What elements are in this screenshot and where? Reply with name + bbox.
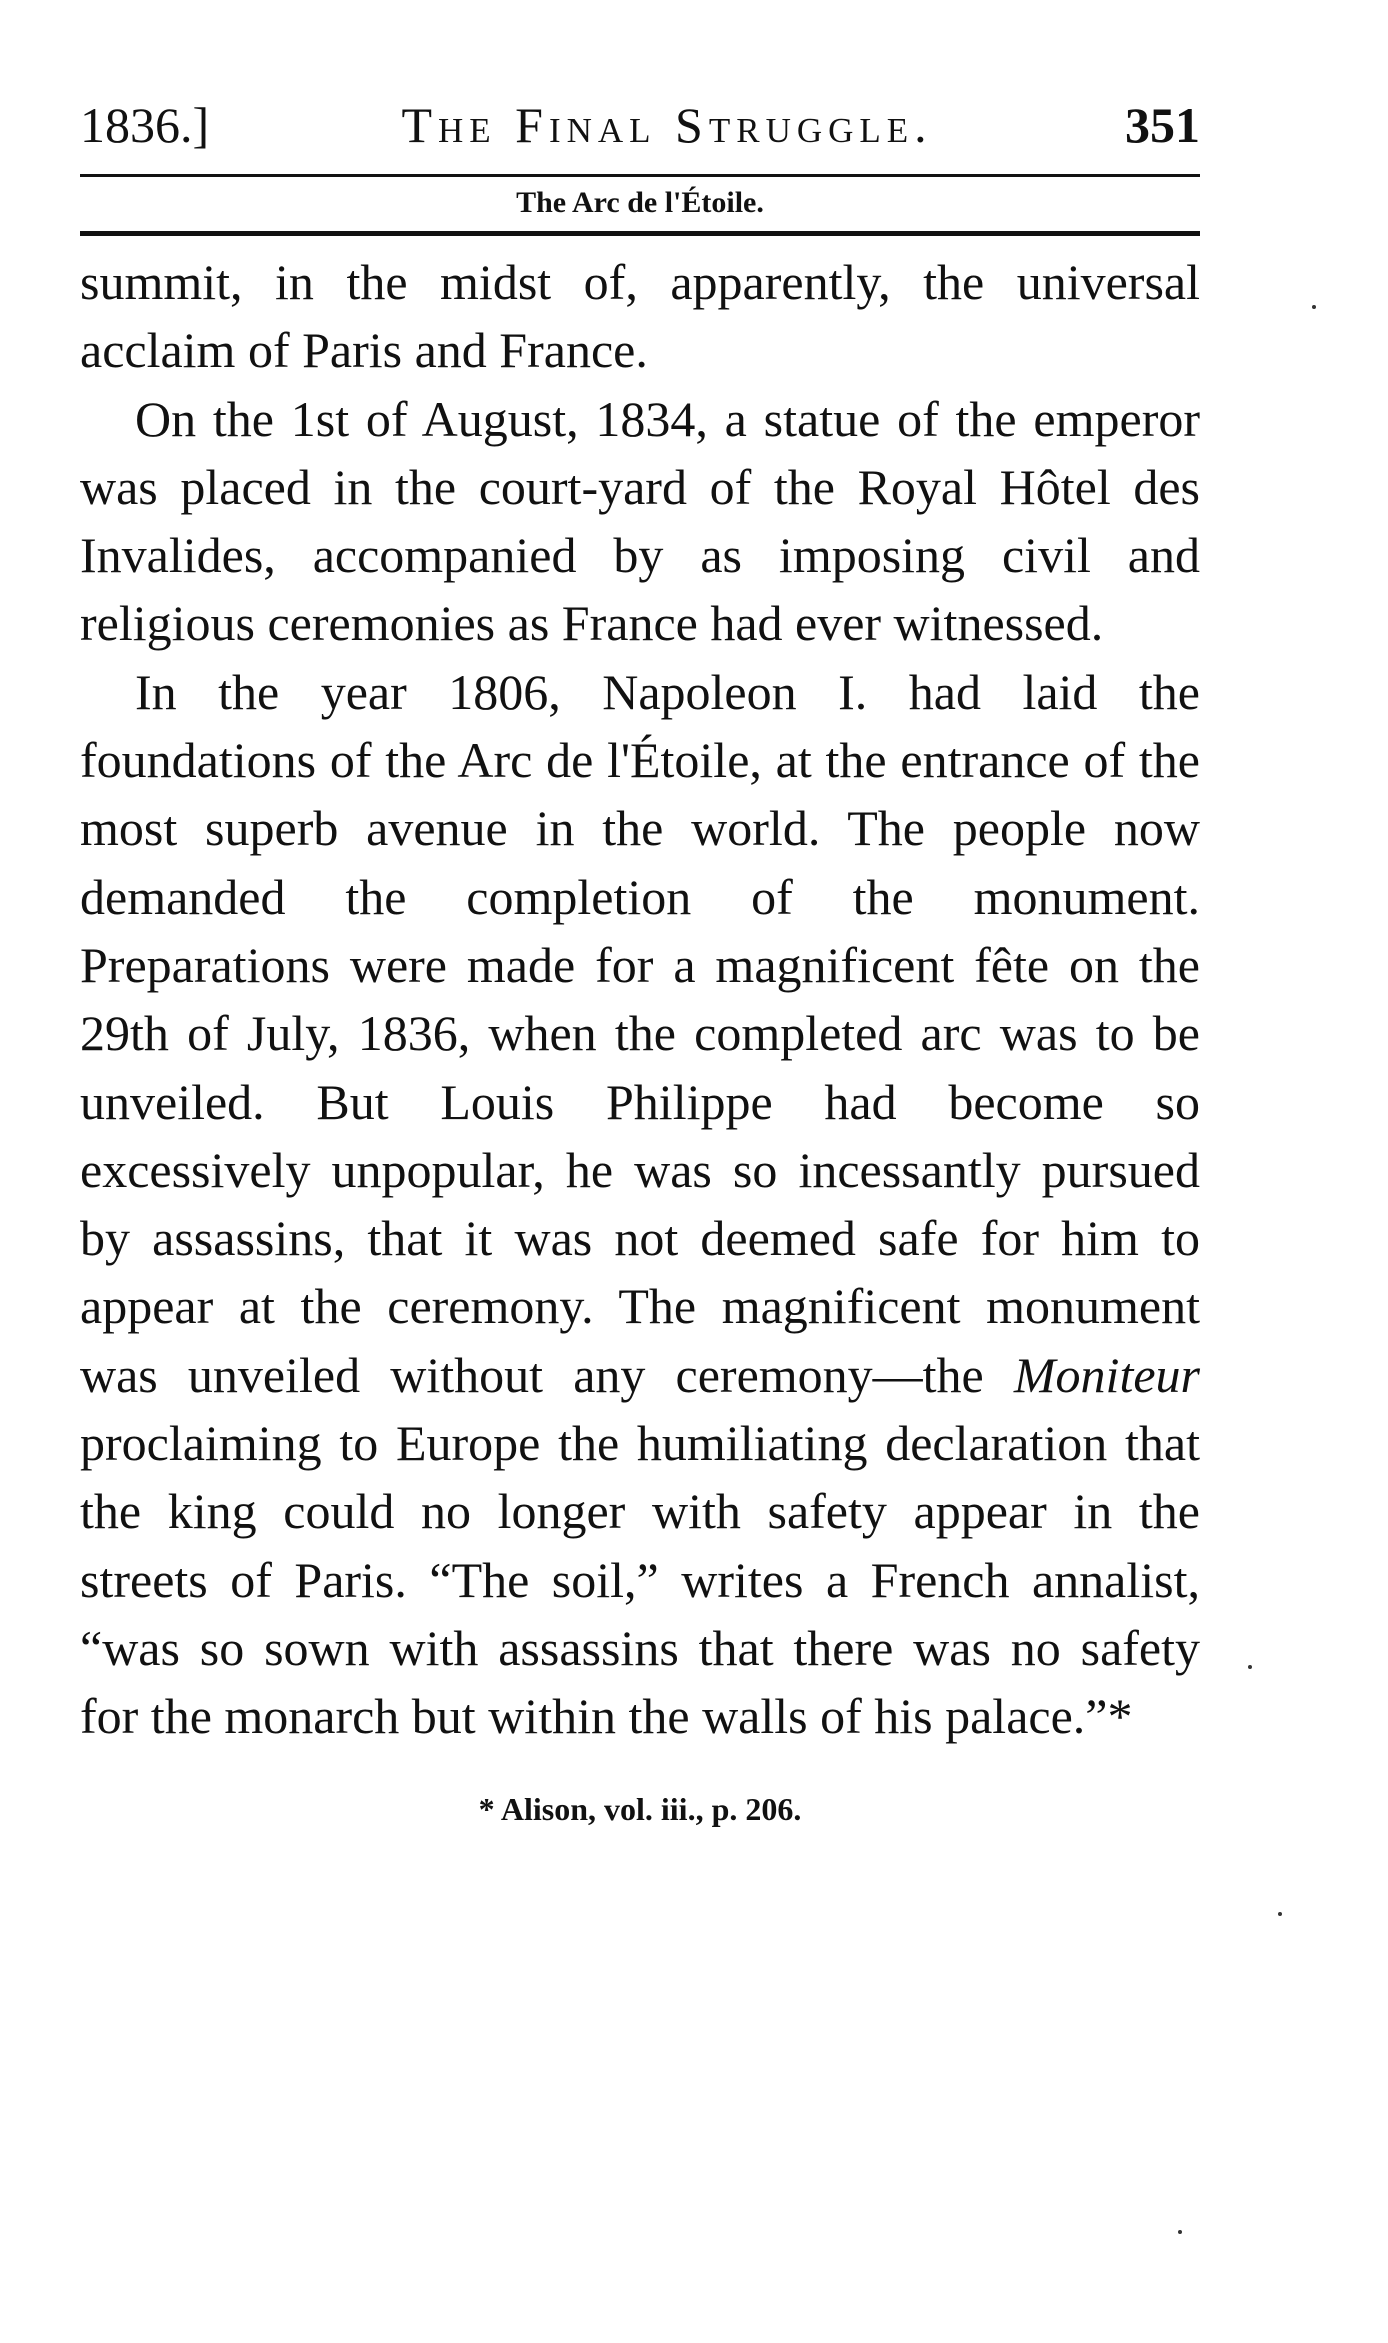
paragraph-2: On the 1st of August, 1834, a statue of the emperor was placed in the court-yard of the Royal Hôtel des Invalides, accompanied by as imposing civil and religious ceremonies as France had ever witnessed.	[80, 390, 1200, 652]
subheading-rule	[80, 231, 1200, 236]
scan-speck	[1278, 1912, 1282, 1916]
scan-speck	[1248, 1665, 1252, 1669]
running-head-title: The Final Struggle.	[401, 97, 933, 153]
book-page	[80, 90, 1200, 1828]
footnote: * Alison, vol. iii., p. 206.	[478, 1790, 802, 1827]
header-rule	[80, 174, 1200, 177]
scan-speck	[1312, 305, 1316, 309]
paragraph-3-part-2: proclaiming to Europe the humiliating declaration that the king could no longer with safety appear in the streets of Paris. “The soil,” writes a French annalist, “was so sown with assassins that there was no safety for the monarch but within the walls of his palace.”*	[80, 1415, 1200, 1745]
paragraph-1: summit, in the midst of, apparently, the universal acclaim of Paris and France.	[80, 254, 1200, 379]
running-head-year: 1836.]	[80, 97, 210, 153]
body-text	[80, 248, 1200, 1751]
scan-speck	[1178, 2230, 1182, 2234]
paragraph-3	[80, 658, 1200, 1751]
page-number: 351	[1125, 97, 1200, 153]
moniteur-italic: Moniteur	[1013, 1346, 1200, 1403]
paragraph-3-part-1: In the year 1806, Napoleon I. had laid the foundations of the Arc de l'Étoile, at the entrance of the most superb avenue in the world. The people now demanded the completion of the monument. Preparations were made for a magnificent fête on the 29th of July, 1836, when the completed arc was to be unveiled. But Louis Philippe had become so excessively unpopular, he was so incessantly pursued by assassins, that it was not deemed safe for him to appear at the ceremony. The magnificent monument was unveiled without any ceremony—the	[80, 663, 1200, 1403]
running-head	[80, 90, 1200, 160]
section-subheading: The Arc de l'Étoile.	[516, 186, 764, 219]
